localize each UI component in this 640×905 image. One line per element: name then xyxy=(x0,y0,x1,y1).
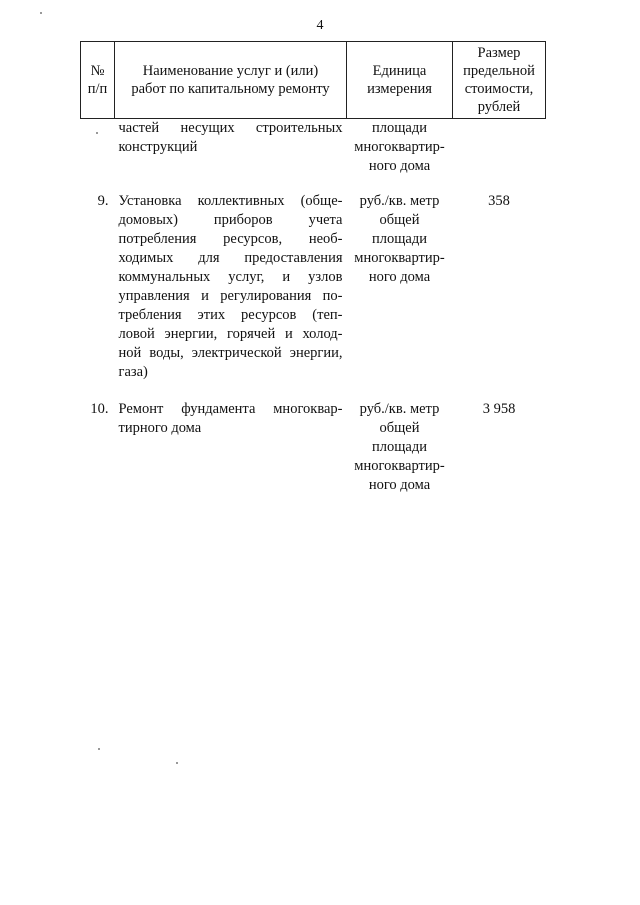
row-name-line: домовых) приборов учета xyxy=(118,212,343,228)
table-row xyxy=(81,390,546,495)
header-unit xyxy=(347,42,453,119)
header-price-line: стоимости, xyxy=(464,81,534,97)
row-name-line: ловой энергии, горячей и холод- xyxy=(118,326,343,342)
table-body xyxy=(81,119,546,496)
row-name-line: потребления ресурсов, необ- xyxy=(118,231,343,247)
table-header xyxy=(81,42,546,119)
row-unit xyxy=(347,184,453,390)
row-unit-line: ного дома xyxy=(368,269,431,285)
row-unit-line: площади xyxy=(372,231,427,247)
header-name xyxy=(115,42,347,119)
row-unit xyxy=(347,119,453,185)
row-unit-line: площади xyxy=(372,120,427,136)
scan-speck xyxy=(98,748,100,750)
row-num: 10. xyxy=(90,401,109,417)
header-price-line: предельной xyxy=(463,63,535,79)
scan-speck xyxy=(96,132,98,134)
row-name-line: Ремонт фундамента многоквар- xyxy=(118,401,343,417)
row-unit-line: руб./кв. метр xyxy=(359,193,440,209)
row-name-line: конструкций xyxy=(118,139,198,155)
row-name-line: управления и регулирования по- xyxy=(118,288,343,304)
row-name xyxy=(115,184,347,390)
row-name xyxy=(115,119,347,185)
row-name xyxy=(115,390,347,495)
page-number: 4 xyxy=(316,18,324,33)
row-unit-line: многоквартир- xyxy=(354,139,445,155)
row-num: 9. xyxy=(97,193,109,209)
row-price: 358 xyxy=(488,193,510,209)
row-name-line: ной воды, электрической энергии, xyxy=(118,345,343,361)
row-unit-line: площади xyxy=(372,439,427,455)
row-unit-line: ного дома xyxy=(368,158,431,174)
row-name-line: тирного дома xyxy=(118,420,202,436)
table-row xyxy=(81,119,546,185)
row-name-line: Установка коллективных (обще- xyxy=(118,193,343,209)
row-unit-line: многоквартир- xyxy=(354,250,445,266)
row-unit-line: руб./кв. метр xyxy=(359,401,440,417)
header-row xyxy=(81,42,546,119)
row-name-line: частей несущих строительных xyxy=(118,120,343,136)
header-name-line: Наименование услуг и (или) xyxy=(142,63,319,79)
header-price-line: рублей xyxy=(477,99,521,115)
row-unit-line: многоквартир- xyxy=(354,458,445,474)
scan-speck xyxy=(176,762,178,764)
header-unit-line: Единица xyxy=(372,63,427,79)
header-num-line: № xyxy=(90,63,105,79)
header-price xyxy=(453,42,546,119)
row-name-line: газа) xyxy=(118,364,148,380)
row-price xyxy=(453,119,546,185)
table-row xyxy=(81,184,546,390)
row-name-line: ходимых для предоставления xyxy=(118,250,343,266)
header-num xyxy=(81,42,115,119)
row-name-line: коммунальных услуг, и узлов xyxy=(118,269,343,285)
row-price: 3 958 xyxy=(482,401,516,417)
row-name-line: требления этих ресурсов (теп- xyxy=(118,307,343,323)
row-unit xyxy=(347,390,453,495)
scan-speck xyxy=(40,12,42,14)
header-unit-line: измерения xyxy=(367,81,432,97)
row-num xyxy=(81,119,115,185)
cost-table xyxy=(80,41,546,495)
header-price-line: Размер xyxy=(477,45,521,61)
header-name-line: работ по капитальному ремонту xyxy=(131,81,330,97)
row-unit-line: общей xyxy=(379,420,420,436)
row-unit-line: ного дома xyxy=(368,477,431,493)
row-unit-line: общей xyxy=(379,212,420,228)
header-num-line: п/п xyxy=(87,81,108,97)
